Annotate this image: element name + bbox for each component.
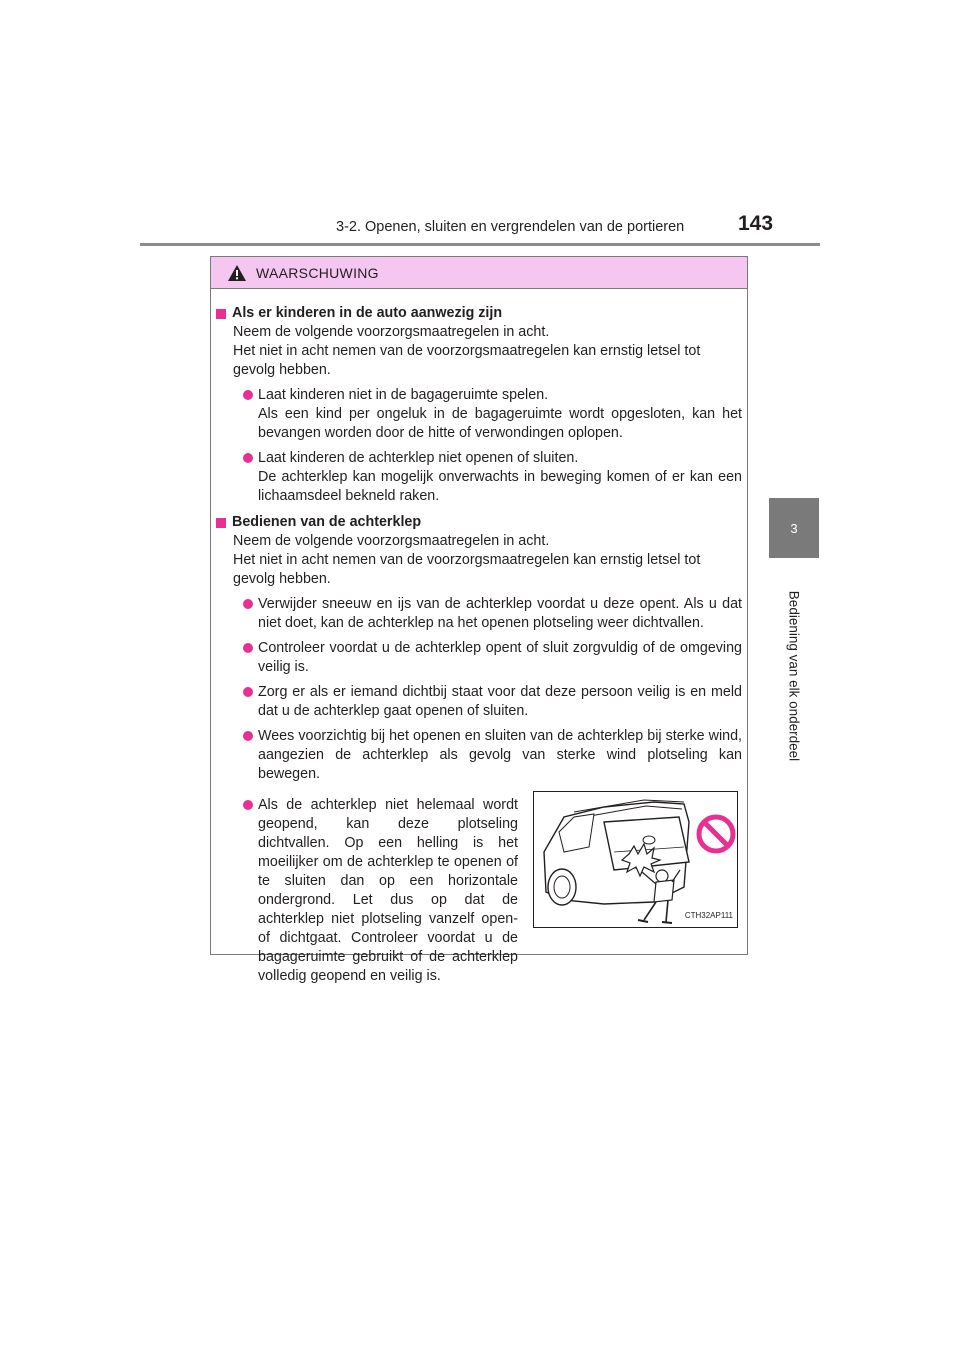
bullet-dot-icon bbox=[243, 687, 253, 697]
running-header: 3-2. Openen, sluiten en vergrendelen van de portieren bbox=[336, 219, 685, 235]
bullet-item: Verwijder sneeuw en ijs van de achterklep voordat u deze opent. Als u dat niet doet, kan de achterklep na het openen plotseling weer dichtvallen. bbox=[216, 595, 742, 633]
bullet-dot-icon bbox=[243, 731, 253, 741]
tailgate-illustration bbox=[533, 791, 738, 928]
bullet-dot-icon bbox=[243, 599, 253, 609]
warning-heading: WAARSCHUWING bbox=[256, 264, 379, 281]
bullet-item: Laat kinderen niet in de bagageruimte spelen. Als een kind per ongeluk in de bagageruimte wordt opgesloten, kan het bevangen worden door de hitte of verwondingen oplopen. bbox=[216, 386, 742, 443]
chapter-tab: 3 bbox=[769, 498, 819, 558]
bullet-item: Laat kinderen de achterklep niet openen of sluiten. De achterklep kan mogelijk onverwachts in beweging komen of er kan een lichaamsdeel bekneld raken. bbox=[216, 449, 742, 506]
section-title: Bedienen van de achterklep bbox=[216, 513, 742, 532]
figure-code: CTH32AP111 bbox=[684, 911, 733, 920]
section-intro: Neem de volgende voorzorgsmaatregelen in acht. Het niet in acht nemen van de voorzorgsmaatregelen kan ernstig letsel tot gevolg hebben. bbox=[233, 324, 701, 378]
bullet-item-with-figure: Als de achterklep niet helemaal wordt geopend, kan deze plotseling dichtvallen. Op een helling is het moeilijker om de achterklep te openen of te sluiten dan op een horizontale ondergrond. Let dus op dat de achterklep niet plotseling vanzelf open- of dichtgaat. Controleer voordat u de bagageruimte gebruikt of de achterklep volledig geopend en veilig is. bbox=[258, 797, 518, 984]
bullet-dot-icon bbox=[243, 453, 253, 463]
section-intro: Neem de volgende voorzorgsmaatregelen in acht. Het niet in acht nemen van de voorzorgsmaatregelen kan ernstig letsel tot gevolg hebben. bbox=[233, 533, 701, 587]
square-bullet-icon bbox=[216, 309, 226, 319]
bullet-item: Wees voorzichtig bij het openen en sluiten van de achterklep bij sterke wind, aangezien de achterklep als gevolg van sterke wind plotseling kan bewegen. bbox=[216, 727, 742, 784]
bullet-dot-icon bbox=[243, 390, 253, 400]
page-number: 143 bbox=[738, 212, 774, 235]
warning-header bbox=[211, 257, 747, 289]
square-bullet-icon bbox=[216, 518, 226, 528]
chapter-label: Bediening van elk onderdeel bbox=[786, 590, 802, 762]
bullet-item: Zorg er als er iemand dichtbij staat voor dat deze persoon veilig is en meld dat u de achterklep gaat openen of sluiten. bbox=[216, 683, 742, 721]
warning-triangle-icon bbox=[227, 264, 247, 282]
warning-box bbox=[210, 256, 748, 984]
section-title: Als er kinderen in de auto aanwezig zijn bbox=[216, 304, 742, 323]
bullet-item: Controleer voordat u de achterklep opent of sluit zorgvuldig of de omgeving veilig is. bbox=[216, 639, 742, 677]
header-rule bbox=[140, 243, 820, 246]
bullet-dot-icon bbox=[243, 800, 253, 810]
bullet-dot-icon bbox=[243, 643, 253, 653]
